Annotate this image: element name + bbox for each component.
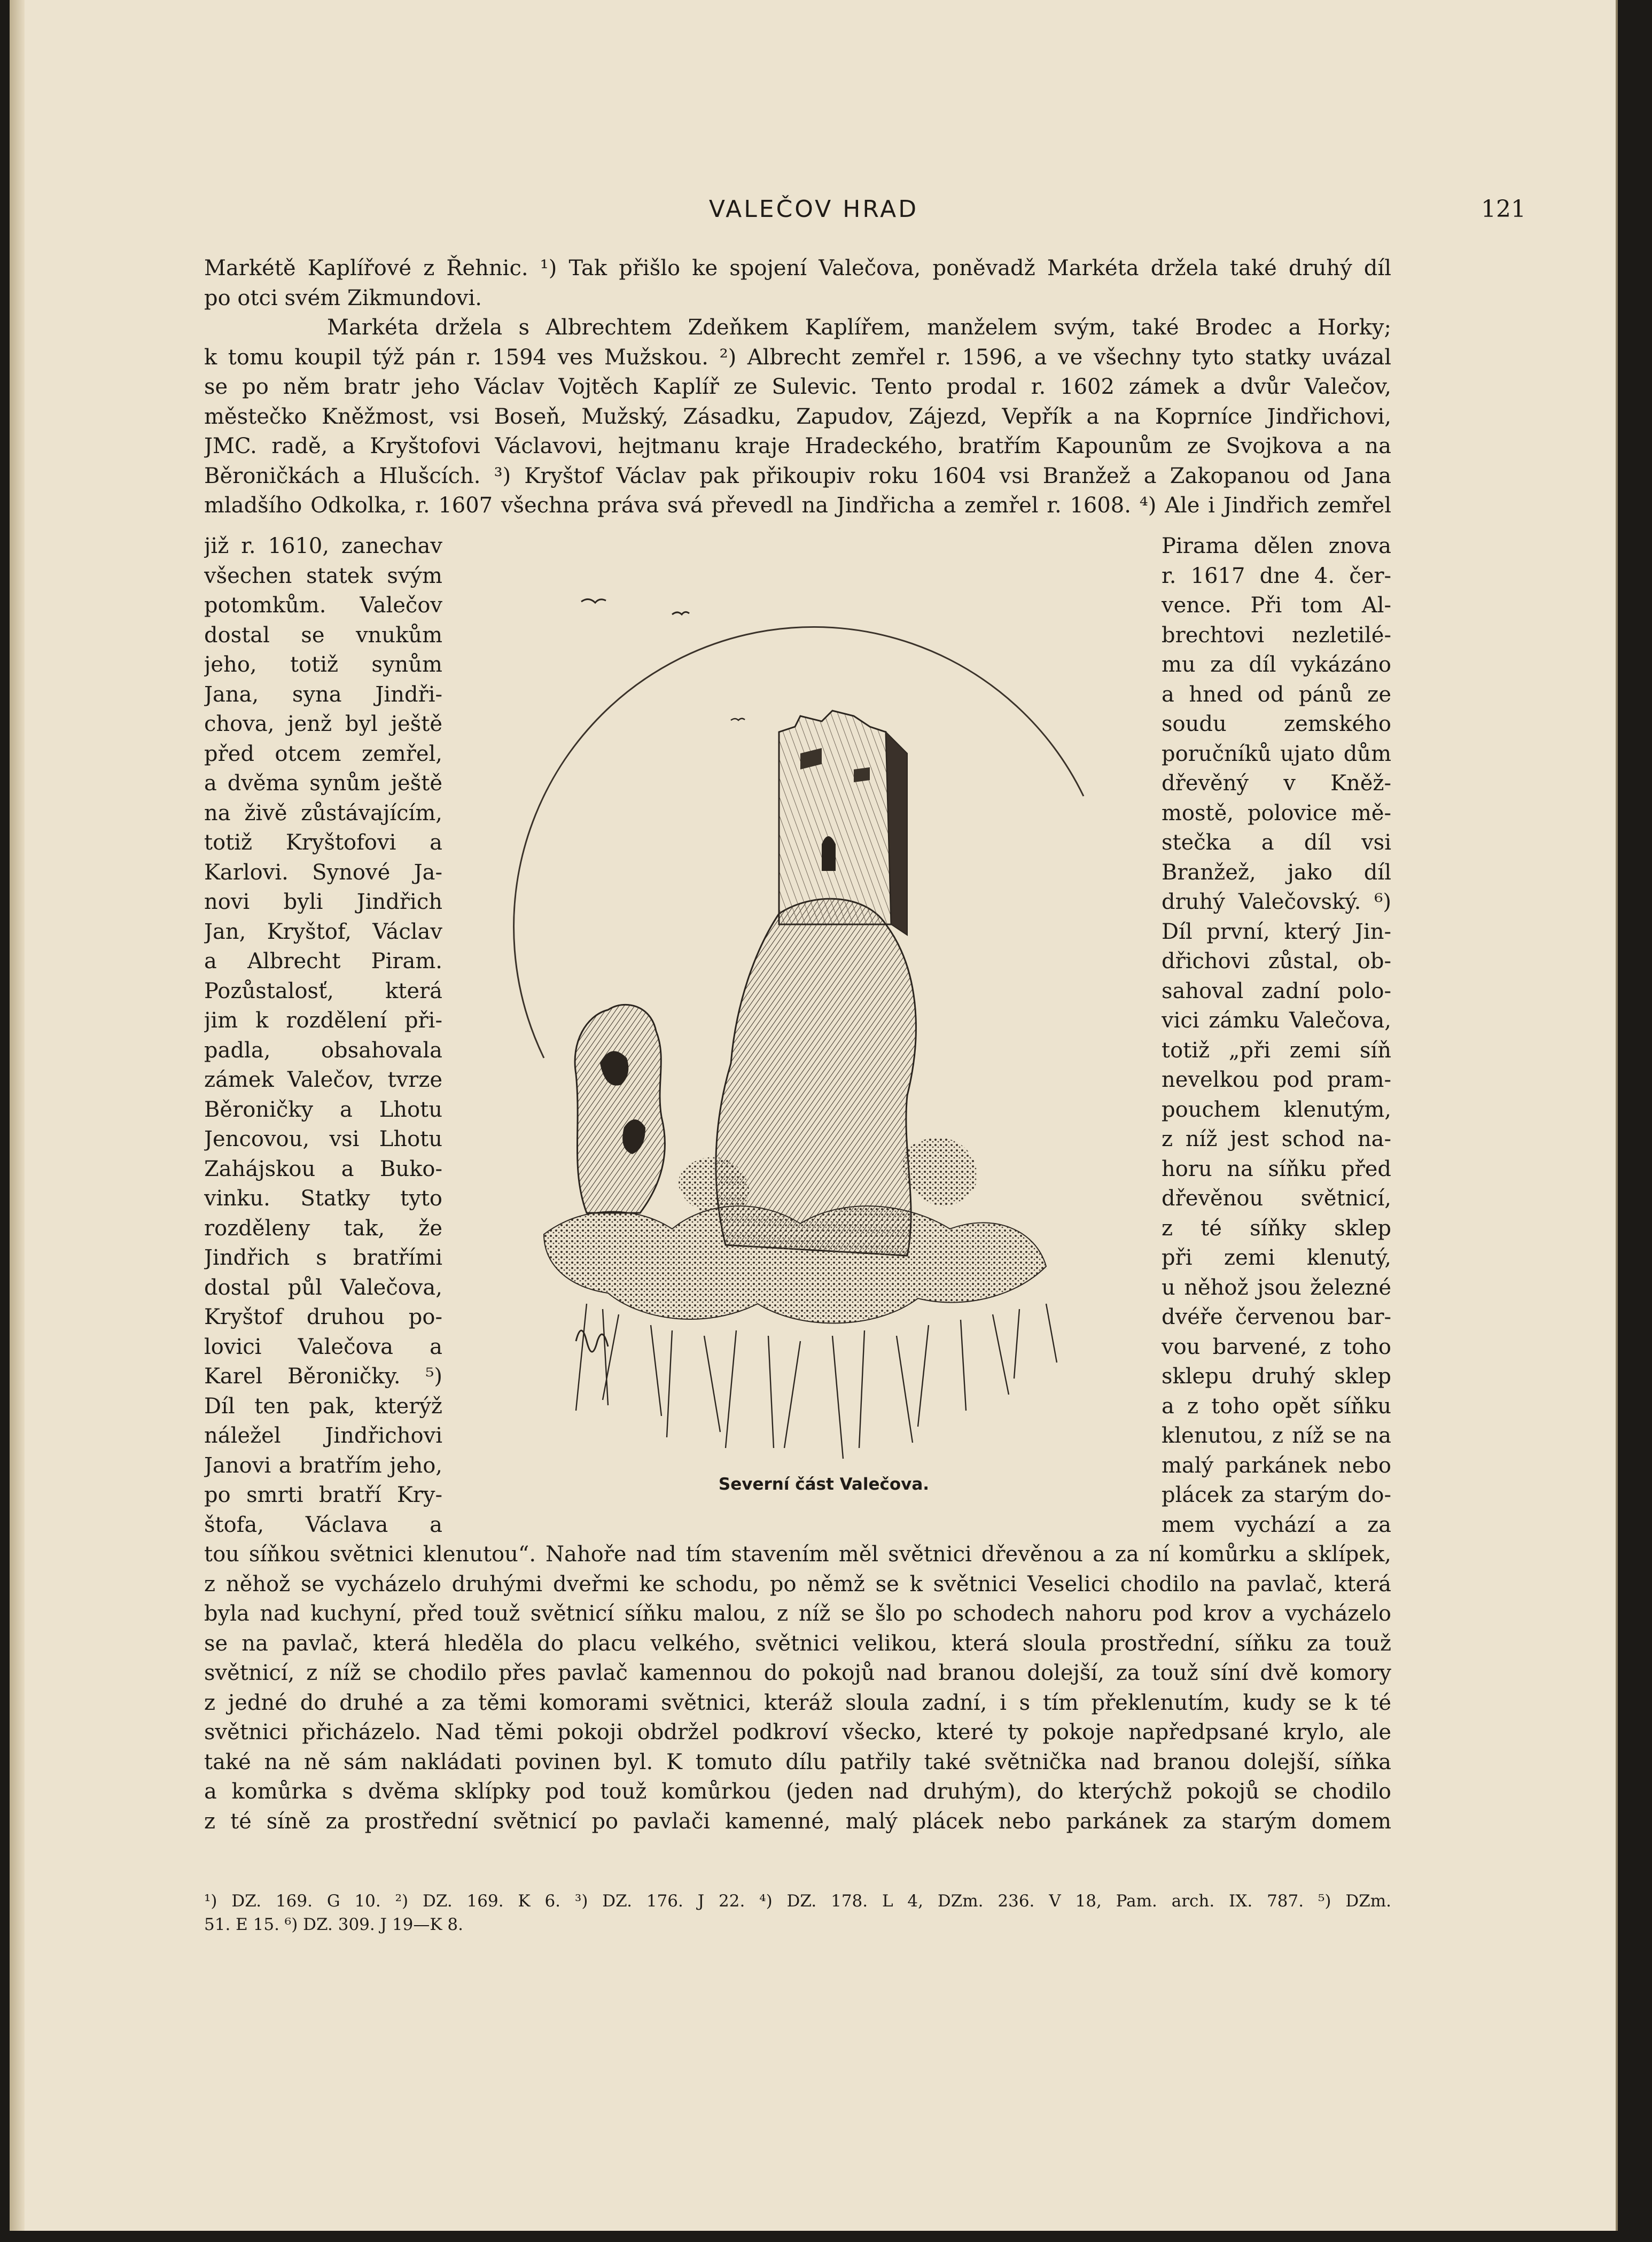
text-line: a hned od pánů ze xyxy=(1162,682,1391,707)
text-line: rozděleny tak, že xyxy=(204,1216,442,1241)
text-line: všechen statek svým xyxy=(204,563,442,588)
text-line: Jencovou, vsi Lhotu xyxy=(204,1127,442,1151)
text-line: k tomu koupil týž pán r. 1594 ves Mužskou. ²) Albrecht zemřel r. 1596, a ve všechny tyto statky uvázal xyxy=(204,345,1391,370)
text-line: vinku. Statky tyto xyxy=(204,1186,442,1211)
book-page xyxy=(10,0,1618,2231)
text-line: Markétě Kaplířové z Řehnic. ¹) Tak přišlo ke spojení Valečova, poněvadž Markéta držela také druhý díl xyxy=(204,256,1391,281)
text-line: také na ně sám nakládati povinen byl. K tomuto dílu patřily také světnička nad branou dolejší, síňka xyxy=(204,1749,1391,1774)
text-line: dřevěnou světnicí, xyxy=(1162,1186,1391,1211)
text-line: stečka a díl vsi xyxy=(1162,830,1391,855)
text-line: mem vychází a za xyxy=(1162,1512,1391,1537)
text-line: pouchem klenutým, xyxy=(1162,1097,1391,1122)
text-line: Janovi a bratřím jeho, xyxy=(204,1453,442,1478)
text-line: druhý Valečovský. ⁶) xyxy=(1162,890,1391,914)
right-column xyxy=(1162,532,1391,1540)
text-line: Branžež, jako díl xyxy=(1162,860,1391,885)
text-line: na živě zůstávajícím, xyxy=(204,800,442,826)
page-fold-shadow xyxy=(10,0,25,2231)
text-line: Jan, Kryštof, Václav xyxy=(204,919,442,944)
text-line: plácek za starým do- xyxy=(1162,1483,1391,1507)
text-line: z níž jest schod na- xyxy=(1162,1127,1391,1151)
footnote-line: 51. E 15. ⁶) DZ. 309. J 19—K 8. xyxy=(204,1915,463,1934)
text-line: z té síně za prostřední světnicí po pavlači kamenné, malý plácek nebo parkánek za starým domem xyxy=(204,1809,1391,1834)
text-line: Pozůstalosť, která xyxy=(204,978,442,1003)
text-line: novi byli Jindřich xyxy=(204,890,442,914)
text-line: náležel Jindřichovi xyxy=(204,1423,442,1448)
text-line: jim k rozdělení při- xyxy=(204,1008,442,1033)
text-line: brechtovi nezletilé- xyxy=(1162,622,1391,648)
page-number: 121 xyxy=(1481,196,1526,223)
text-line: Markéta držela s Albrechtem Zdeňkem Kaplířem, manželem svým, také Brodec a Horky; xyxy=(327,315,1391,340)
text-line: Běroničky a Lhotu xyxy=(204,1097,442,1122)
text-line: zámek Valečov, tvrze xyxy=(204,1068,442,1092)
text-line: r. 1617 dne 4. čer- xyxy=(1162,563,1391,588)
text-line: jeho, totiž synům xyxy=(204,652,442,677)
text-line: totiž „při zemi síň xyxy=(1162,1038,1391,1063)
text-line: sklepu druhý sklep xyxy=(1162,1364,1391,1389)
bottom-text xyxy=(204,1540,1391,1836)
footnote-line: ¹) DZ. 169. G 10. ²) DZ. 169. K 6. ³) DZ. 176. J 22. ⁴) DZ. 178. L 4, DZm. 236. V 18, Pam. arch. IX. 787. ⁵) DZm. xyxy=(204,1891,1391,1911)
text-line: Karel Běroničky. ⁵) xyxy=(204,1364,442,1389)
text-line: Zahájskou a Buko- xyxy=(204,1156,442,1181)
text-line: vici zámku Valečova, xyxy=(1162,1008,1391,1033)
text-line: po otci svém Zikmundovi. xyxy=(204,285,482,310)
text-line: se na pavlač, která hleděla do placu velkého, světnici velikou, která sloula prostřední, síňku za touž xyxy=(204,1631,1391,1656)
text-line: mostě, polovice mě- xyxy=(1162,800,1391,826)
text-line: JMC. radě, a Kryštofovi Václavovi, hejtmanu kraje Hradeckého, bratřím Kapounům ze Svojkova a na xyxy=(204,434,1391,458)
figure-caption: Severní část Valečova. xyxy=(718,1475,930,1494)
text-line: tou síňkou světnici klenutou“. Nahoře nad tím stavením měl světnici dřevěnou a za ní komůrku a sklípek, xyxy=(204,1542,1391,1567)
text-line: již r. 1610, zanechav xyxy=(204,534,442,558)
text-line: chova, jenž byl ještě xyxy=(204,712,442,736)
intro-text xyxy=(204,254,1391,521)
text-line: Díl ten pak, kterýž xyxy=(204,1394,442,1419)
text-line: a komůrka s dvěma sklípky pod touž komůrkou (jeden nad druhým), do kterýchž pokojů se chodilo xyxy=(204,1779,1391,1804)
text-line: sahoval zadní polo- xyxy=(1162,978,1391,1003)
text-line: vence. Při tom Al- xyxy=(1162,593,1391,618)
text-line: lovici Valečova a xyxy=(204,1334,442,1359)
text-line: štofa, Václava a xyxy=(204,1512,442,1537)
footnotes xyxy=(204,1889,1391,1936)
text-line: před otcem zemřel, xyxy=(204,741,442,766)
text-line: a dvěma synům ještě xyxy=(204,771,442,796)
text-line: po smrti bratří Kry- xyxy=(204,1483,442,1507)
text-line: soudu zemského xyxy=(1162,712,1391,736)
text-line: dřichovi zůstal, ob- xyxy=(1162,949,1391,974)
text-line: dřevěný v Kněž- xyxy=(1162,771,1391,796)
text-line: dostal půl Valečova, xyxy=(204,1275,442,1300)
text-line: z té síňky sklep xyxy=(1162,1216,1391,1241)
text-line: a Albrecht Piram. xyxy=(204,949,442,974)
text-line: Díl první, který Jin- xyxy=(1162,919,1391,944)
text-line: poručníků ujato dům xyxy=(1162,741,1391,766)
text-line: Karlovi. Synové Ja- xyxy=(204,860,442,885)
text-line: z jedné do druhé a za těmi komorami světnici, kteráž sloula zadní, i s tím překlenutím, kudy se k té xyxy=(204,1690,1391,1715)
text-line: z něhož se vycházelo druhými dveřmi ke schodu, po němž se k světnici Veselici chodilo na pavlač, která xyxy=(204,1571,1391,1597)
running-head: VALEČOV HRAD xyxy=(708,196,919,223)
text-line: malý parkánek nebo xyxy=(1162,1453,1391,1478)
text-line: byla nad kuchyní, před touž světnicí síňku malou, z níž se šlo po schodech nahoru pod krov a vycházelo xyxy=(204,1601,1391,1626)
text-line: Jana, syna Jindři- xyxy=(204,682,442,707)
text-line: nevelkou pod pram- xyxy=(1162,1068,1391,1092)
text-line: totiž Kryštofovi a xyxy=(204,830,442,855)
text-line: Pirama dělen znova xyxy=(1162,534,1391,558)
text-line: dostal se vnukům xyxy=(204,622,442,648)
text-line: padla, obsahovala xyxy=(204,1038,442,1063)
text-line: a z toho opět síňku xyxy=(1162,1394,1391,1419)
castle-engraving xyxy=(480,593,1148,1512)
text-line: mu za díl vykázáno xyxy=(1162,652,1391,677)
text-line: horu na síňku před xyxy=(1162,1156,1391,1181)
text-line: mladšího Odkolka, r. 1607 všechna práva svá převedl na Jindřicha a zemřel r. 1608. ⁴) Ale i Jindřich zemřel xyxy=(204,493,1391,518)
text-line: u něhož jsou železné xyxy=(1162,1275,1391,1300)
text-line: při zemi klenutý, xyxy=(1162,1245,1391,1270)
text-line: Kryštof druhou po- xyxy=(204,1305,442,1329)
left-column xyxy=(204,532,442,1540)
text-line: klenutou, z níž se na xyxy=(1162,1423,1391,1448)
text-line: městečko Kněžmost, vsi Boseň, Mužský, Zásadku, Zapudov, Zájezd, Vepřík a na Koprníce Jindřichovi, xyxy=(204,404,1391,429)
text-line: dvéře červenou bar- xyxy=(1162,1305,1391,1329)
text-line: potomkům. Valečov xyxy=(204,593,442,618)
text-line: Běroničkách a Hlušcích. ³) Kryštof Václav pak přikoupiv roku 1604 vsi Branžež a Zakopanou od Jana xyxy=(204,463,1391,488)
text-line: světnici přicházelo. Nad těmi pokoji obdržel podkroví všecko, které ty pokoje napředpsané krylo, ale xyxy=(204,1720,1391,1745)
text-line: světnicí, z níž se chodilo přes pavlač kamennou do pokojů nad branou dolejší, za touž síní dvě komory xyxy=(204,1661,1391,1685)
text-line: vou barvené, z toho xyxy=(1162,1334,1391,1359)
text-line: se po něm bratr jeho Václav Vojtěch Kaplíř ze Sulevic. Tento prodal r. 1602 zámek a dvůr Valečov, xyxy=(204,375,1391,399)
text-line: Jindřich s bratřími xyxy=(204,1245,442,1270)
